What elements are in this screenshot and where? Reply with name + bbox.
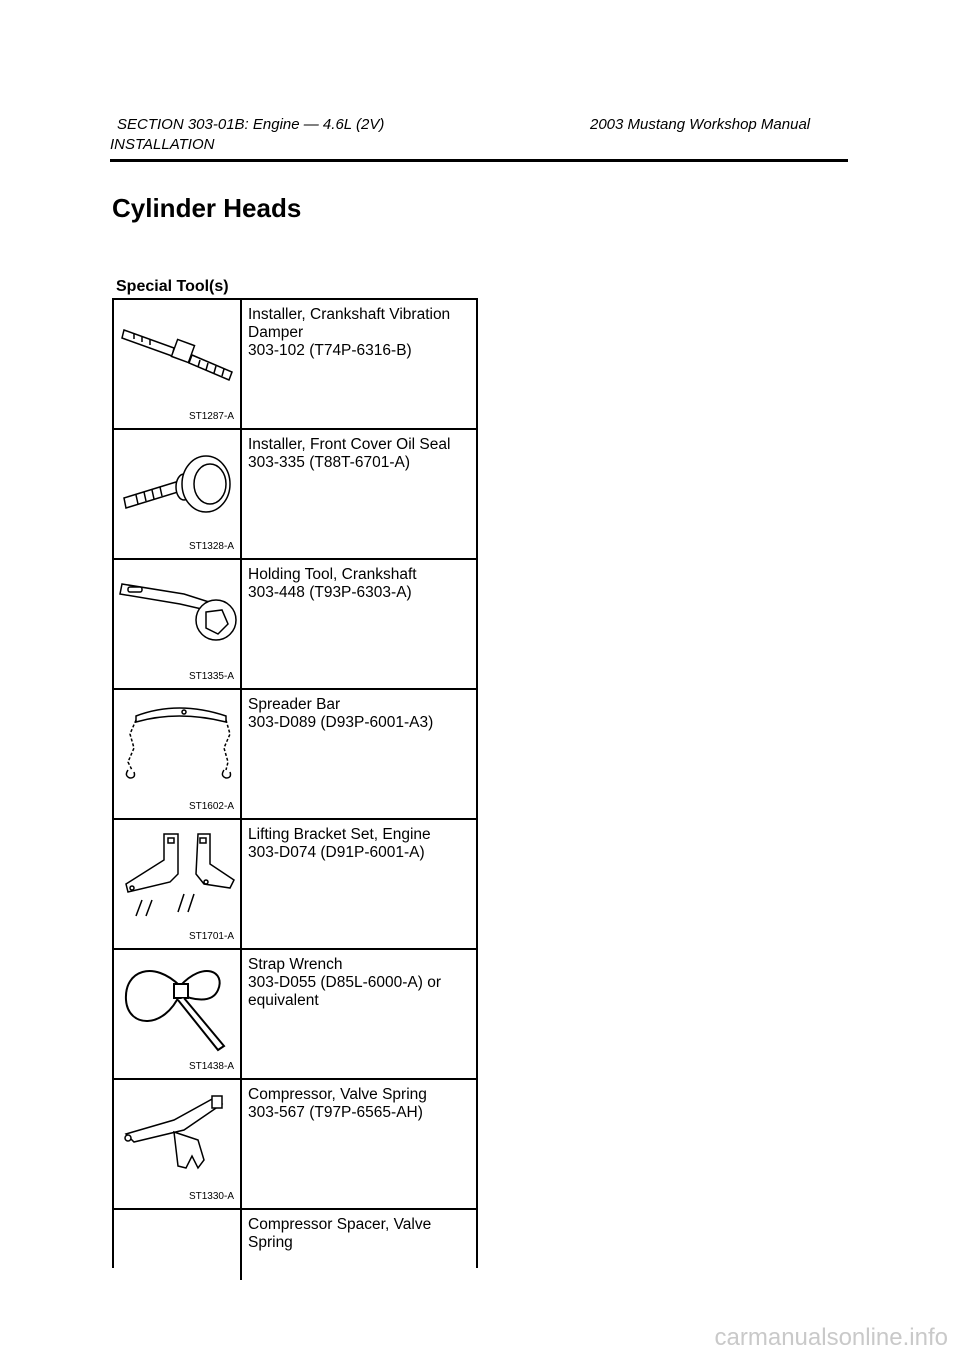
tool-row: [114, 690, 476, 820]
strap-wrench-icon: [114, 950, 240, 1078]
tool-name-line: Installer, Front Cover Oil Seal: [248, 436, 451, 453]
tools-caption: Special Tool(s): [116, 278, 229, 295]
tool-illustration: [114, 820, 242, 948]
tool-code: ST1701-A: [188, 931, 234, 942]
special-tools-table: [112, 298, 478, 1268]
tool-name-line: Spreader Bar: [248, 696, 341, 713]
tool-illustration: [114, 1080, 242, 1208]
tool-name-line: Lifting Bracket Set, Engine: [248, 826, 431, 843]
tool-illustration: [114, 690, 242, 818]
tool-illustration: [114, 300, 242, 428]
tool-illustration: [114, 430, 242, 558]
tool-row: [114, 1080, 476, 1210]
header-manual-title: 2003 Mustang Workshop Manual: [590, 116, 811, 133]
header-section: SECTION 303-01B: Engine — 4.6L (2V): [117, 116, 385, 133]
tool-code: ST1287-A: [188, 411, 234, 422]
tool-part-number: 303-D055 (D85L-6000-A) or: [248, 974, 441, 991]
tool-name-line: Holding Tool, Crankshaft: [248, 566, 417, 583]
tool-name-line: equivalent: [248, 992, 319, 1009]
valve-spring-compressor-icon: [114, 1080, 240, 1208]
tool-description: [248, 826, 470, 862]
tool-part-number: 303-102 (T74P-6316-B): [248, 342, 412, 359]
front-cover-seal-installer-icon: [114, 430, 240, 558]
tool-code: ST1438-A: [188, 1061, 234, 1072]
lifting-bracket-icon: [114, 820, 240, 948]
tool-row: [114, 560, 476, 690]
tool-description: [248, 1216, 470, 1252]
tool-part-number: 303-335 (T88T-6701-A): [248, 454, 410, 471]
tool-name-line: Compressor, Valve Spring: [248, 1086, 427, 1103]
tool-name-line: Installer, Crankshaft Vibration: [248, 306, 451, 323]
crankshaft-holding-tool-icon: [114, 560, 240, 688]
header-subsection: INSTALLATION: [110, 136, 215, 153]
tool-description: [248, 696, 470, 732]
tool-part-number: 303-D089 (D93P-6001-A3): [248, 714, 434, 731]
tool-name-line: Damper: [248, 324, 304, 341]
tool-row: [114, 430, 476, 560]
crankshaft-damper-installer-icon: [114, 300, 240, 428]
tool-code: ST1328-A: [188, 541, 234, 552]
tool-row: [114, 820, 476, 950]
tool-name-line: Spring: [248, 1234, 293, 1251]
tool-description: [248, 956, 470, 1010]
tool-row: [114, 950, 476, 1080]
tool-row: [114, 300, 476, 430]
tool-illustration: [114, 950, 242, 1078]
tool-illustration: [114, 1210, 242, 1280]
tool-description: [248, 436, 470, 472]
spreader-bar-icon: [114, 690, 240, 818]
tool-illustration: [114, 560, 242, 688]
watermark-link[interactable]: carmanualsonline.info: [714, 1324, 948, 1351]
tool-code: ST1335-A: [188, 671, 234, 682]
tool-part-number: 303-448 (T93P-6303-A): [248, 584, 412, 601]
tool-code: ST1602-A: [188, 801, 234, 812]
tool-part-number: 303-D074 (D91P-6001-A): [248, 844, 425, 861]
tool-part-number: 303-567 (T97P-6565-AH): [248, 1104, 423, 1121]
tool-name-line: Strap Wrench: [248, 956, 343, 973]
tool-description: [248, 566, 470, 602]
page-title: Cylinder Heads: [112, 193, 302, 223]
tool-row: [114, 1210, 476, 1280]
tool-code: ST1330-A: [188, 1191, 234, 1202]
tool-description: [248, 306, 470, 360]
tool-description: [248, 1086, 470, 1122]
tool-name-line: Compressor Spacer, Valve: [248, 1216, 432, 1233]
header-divider: [110, 159, 848, 162]
